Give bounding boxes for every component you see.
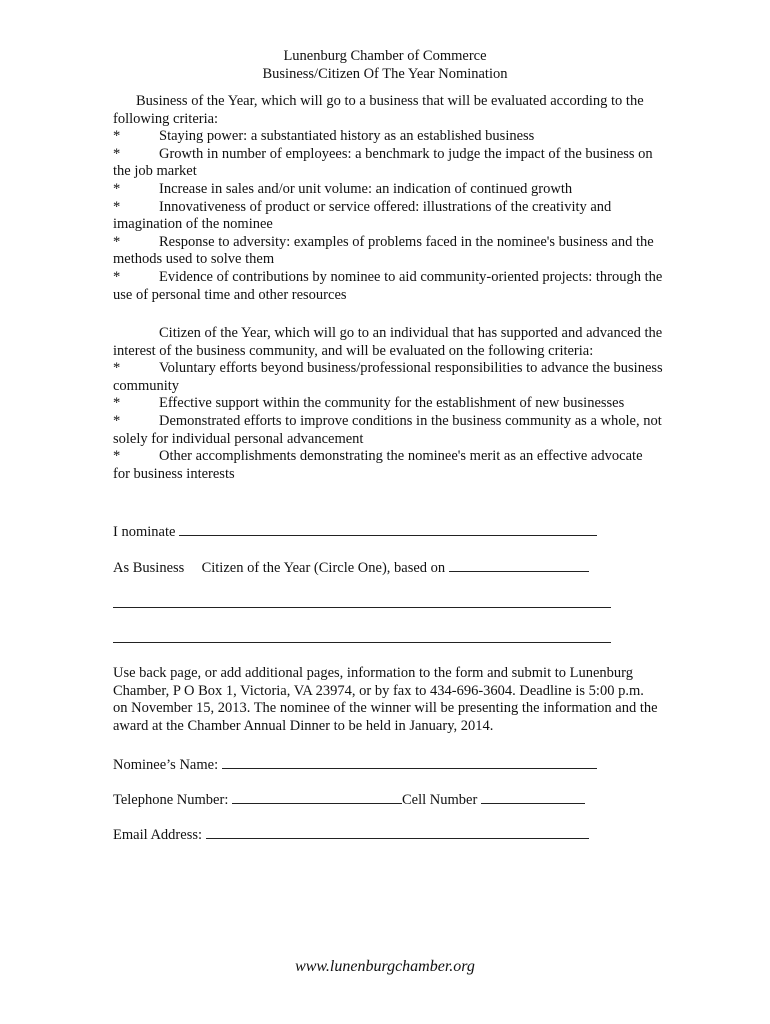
business-criterion: * Growth in number of employees: a benchmark to judge the impact of the business on the job market [113, 145, 653, 180]
business-criterion: * Staying power: a substantiated history as an established business [113, 128, 535, 145]
based-on-line-1[interactable] [113, 607, 611, 608]
based-on-field[interactable] [449, 557, 589, 572]
business-intro: Business of the Year, which will go to a business that will be evaluated according to the following criteria: [113, 93, 644, 127]
citizen-option[interactable]: Citizen [201, 560, 244, 576]
form-header [0, 47, 770, 83]
citizen-criterion: * Demonstrated efforts to improve conditions in the business community as a whole, not solely for individual personal advancement [113, 412, 662, 447]
nominate-line [113, 521, 597, 541]
nominee-name-line [113, 754, 597, 774]
email-label: Email Address: [113, 827, 203, 843]
citizen-intro: Citizen of the Year, which will go to an individual that has supported and advanced the interest of the business community, and will be evaluated on the following criteria: [113, 325, 663, 359]
cell-field[interactable] [481, 789, 585, 804]
business-criterion: * Innovativeness of product or service offered: illustrations of the creativity and imagination of the nominee [113, 198, 612, 233]
category-line [113, 557, 589, 577]
nominee-name-label: Nominee’s Name: [113, 757, 219, 773]
circle-text: of the Year (Circle One), based on [247, 560, 446, 576]
email-field[interactable] [206, 824, 589, 839]
org-name: Lunenburg Chamber of Commerce [283, 48, 487, 64]
cell-label: Cell Number [401, 792, 478, 808]
citizen-section [113, 325, 663, 483]
citizen-criterion: * Voluntary efforts beyond business/professional responsibilities to advance the business community [113, 360, 663, 394]
telephone-label: Telephone Number: [113, 792, 229, 808]
business-criterion: * Increase in sales and/or unit volume: an indication of continued growth [113, 180, 573, 197]
nominate-field[interactable] [179, 521, 597, 536]
email-line [113, 824, 589, 844]
website-link[interactable]: www.lunenburgchamber.org [295, 958, 475, 975]
form-title: Business/Citizen Of The Year Nomination [262, 66, 508, 82]
phone-line [113, 789, 585, 809]
nominate-label: I nominate [113, 524, 176, 540]
based-on-line-2[interactable] [113, 642, 611, 643]
business-section [113, 93, 663, 304]
citizen-criterion: * Effective support within the community for the establishment of new businesses [113, 395, 625, 412]
business-criterion: * Response to adversity: examples of problems faced in the nominee's business and the methods used to solve them [113, 233, 654, 268]
telephone-field[interactable] [232, 789, 402, 804]
business-option[interactable]: As Business [113, 560, 185, 576]
business-criterion: * Evidence of contributions by nominee to aid community-oriented projects: through the use of personal time and other resources [113, 268, 663, 303]
citizen-criterion: * Other accomplishments demonstrating the nominee's merit as an effective advocate for business interests [113, 448, 643, 482]
submission-instructions: Use back page, or add additional pages, information to the form and submit to Lunenburg Chamber, P O Box 1, Victoria, VA 23974, or by fax to 434-696-3604. Deadline is 5:00 p.m. on November 15, 2013. The nominee of the winner will be presenting the information and the award at the Chamber Annual Dinner to be held in January, 2014. [113, 665, 658, 734]
nominee-name-field[interactable] [222, 754, 597, 769]
